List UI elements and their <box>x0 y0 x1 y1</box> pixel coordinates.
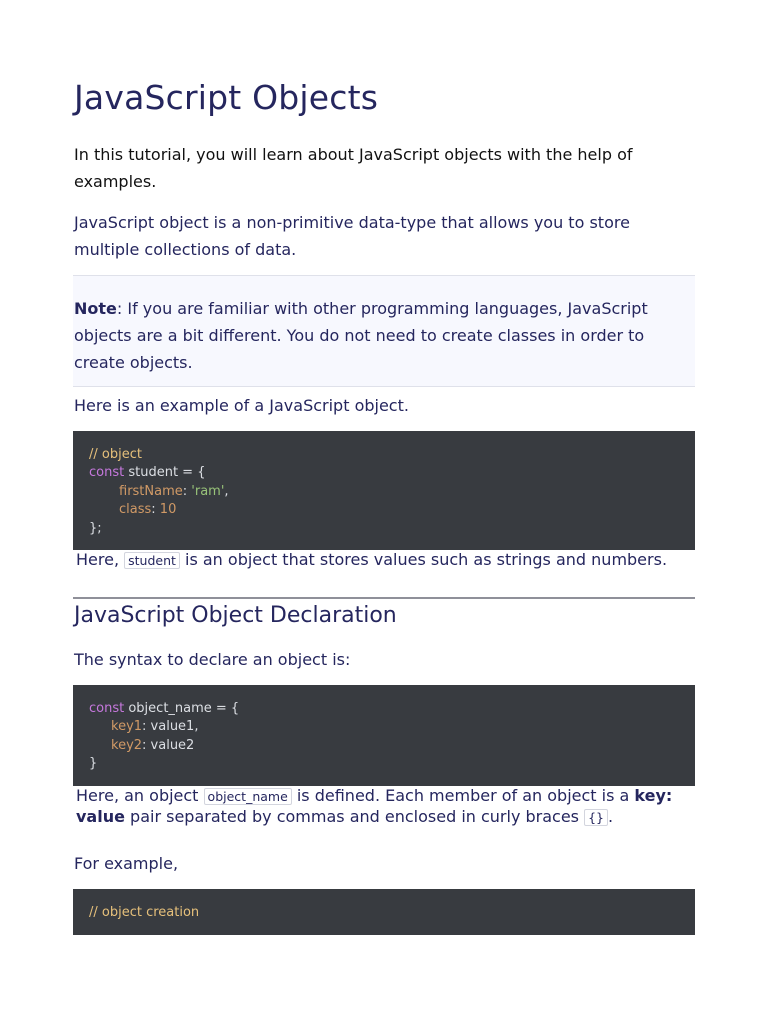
explanation-text: Here, <box>76 550 125 569</box>
syntax-intro: The syntax to declare an object is: <box>74 650 351 669</box>
code-line-4 <box>89 755 97 773</box>
example-intro: Here is an example of a JavaScript object. <box>74 396 409 415</box>
code-text: } <box>89 756 98 772</box>
code-line-4 <box>119 501 176 519</box>
code-text: object_name = { <box>124 701 240 716</box>
code-line-1 <box>89 700 239 718</box>
explanation-text: pair separated by commas and enclosed in curly braces <box>124 807 585 826</box>
code-text: : value2 <box>142 737 195 753</box>
code-keyword: const <box>89 465 125 481</box>
section-divider <box>73 597 695 599</box>
page-title: JavaScript Objects <box>74 78 379 117</box>
code-string: 'ram' <box>191 483 225 499</box>
definition-paragraph: JavaScript object is a non-primitive data-type that allows you to store multiple collections of data. <box>74 213 630 259</box>
explanation-text: is an object that stores values such as strings and numbers. <box>179 550 668 569</box>
explanation-text: Here, an object <box>76 786 204 805</box>
inline-code-braces: {} <box>584 809 608 826</box>
code-text: : <box>182 483 192 499</box>
code-block-syntax <box>73 685 695 786</box>
code-line-2 <box>89 464 205 482</box>
code-comment: // object creation <box>89 905 200 920</box>
note-label: Note <box>74 299 117 318</box>
code-block-example <box>73 431 695 550</box>
code-line-2 <box>111 718 198 736</box>
code-property: key1 <box>111 719 143 735</box>
code-text: , <box>224 483 229 499</box>
code-text: : value1, <box>142 719 199 735</box>
code-comment: // object <box>89 447 142 462</box>
code-line-3 <box>119 483 229 501</box>
code-line-3 <box>111 737 194 755</box>
note-body: : If you are familiar with other programming languages, JavaScript objects are a bit different. You do not need to create classes in order to create objects. <box>74 299 648 372</box>
code-line-5 <box>89 520 102 538</box>
inline-code-student: student <box>124 552 180 569</box>
code-property: firstName <box>119 483 183 499</box>
code-text: : <box>151 502 160 518</box>
code-property: key2 <box>111 737 143 753</box>
code-line-1 <box>89 446 142 464</box>
note-box <box>73 275 695 387</box>
explanation-text: is defined. Each member of an object is a <box>291 786 635 805</box>
code-keyword: const <box>89 701 125 716</box>
section-heading: JavaScript Object Declaration <box>74 603 397 628</box>
code-line-1 <box>89 904 199 922</box>
inline-code-object-name: object_name <box>204 788 292 805</box>
code-number: 10 <box>159 502 177 518</box>
intro-paragraph: In this tutorial, you will learn about JavaScript objects with the help of examples. <box>74 145 633 191</box>
code-text: }; <box>89 520 102 536</box>
note-text <box>74 295 694 376</box>
code-block-creation <box>73 889 695 935</box>
code-text: student = { <box>124 465 206 481</box>
key-value-term: key: value <box>76 786 673 826</box>
explanation-text: . <box>608 807 614 826</box>
student-explanation <box>76 550 697 571</box>
code-property: class <box>119 502 152 518</box>
for-example-text: For example, <box>74 854 179 873</box>
declaration-explanation <box>76 786 697 828</box>
